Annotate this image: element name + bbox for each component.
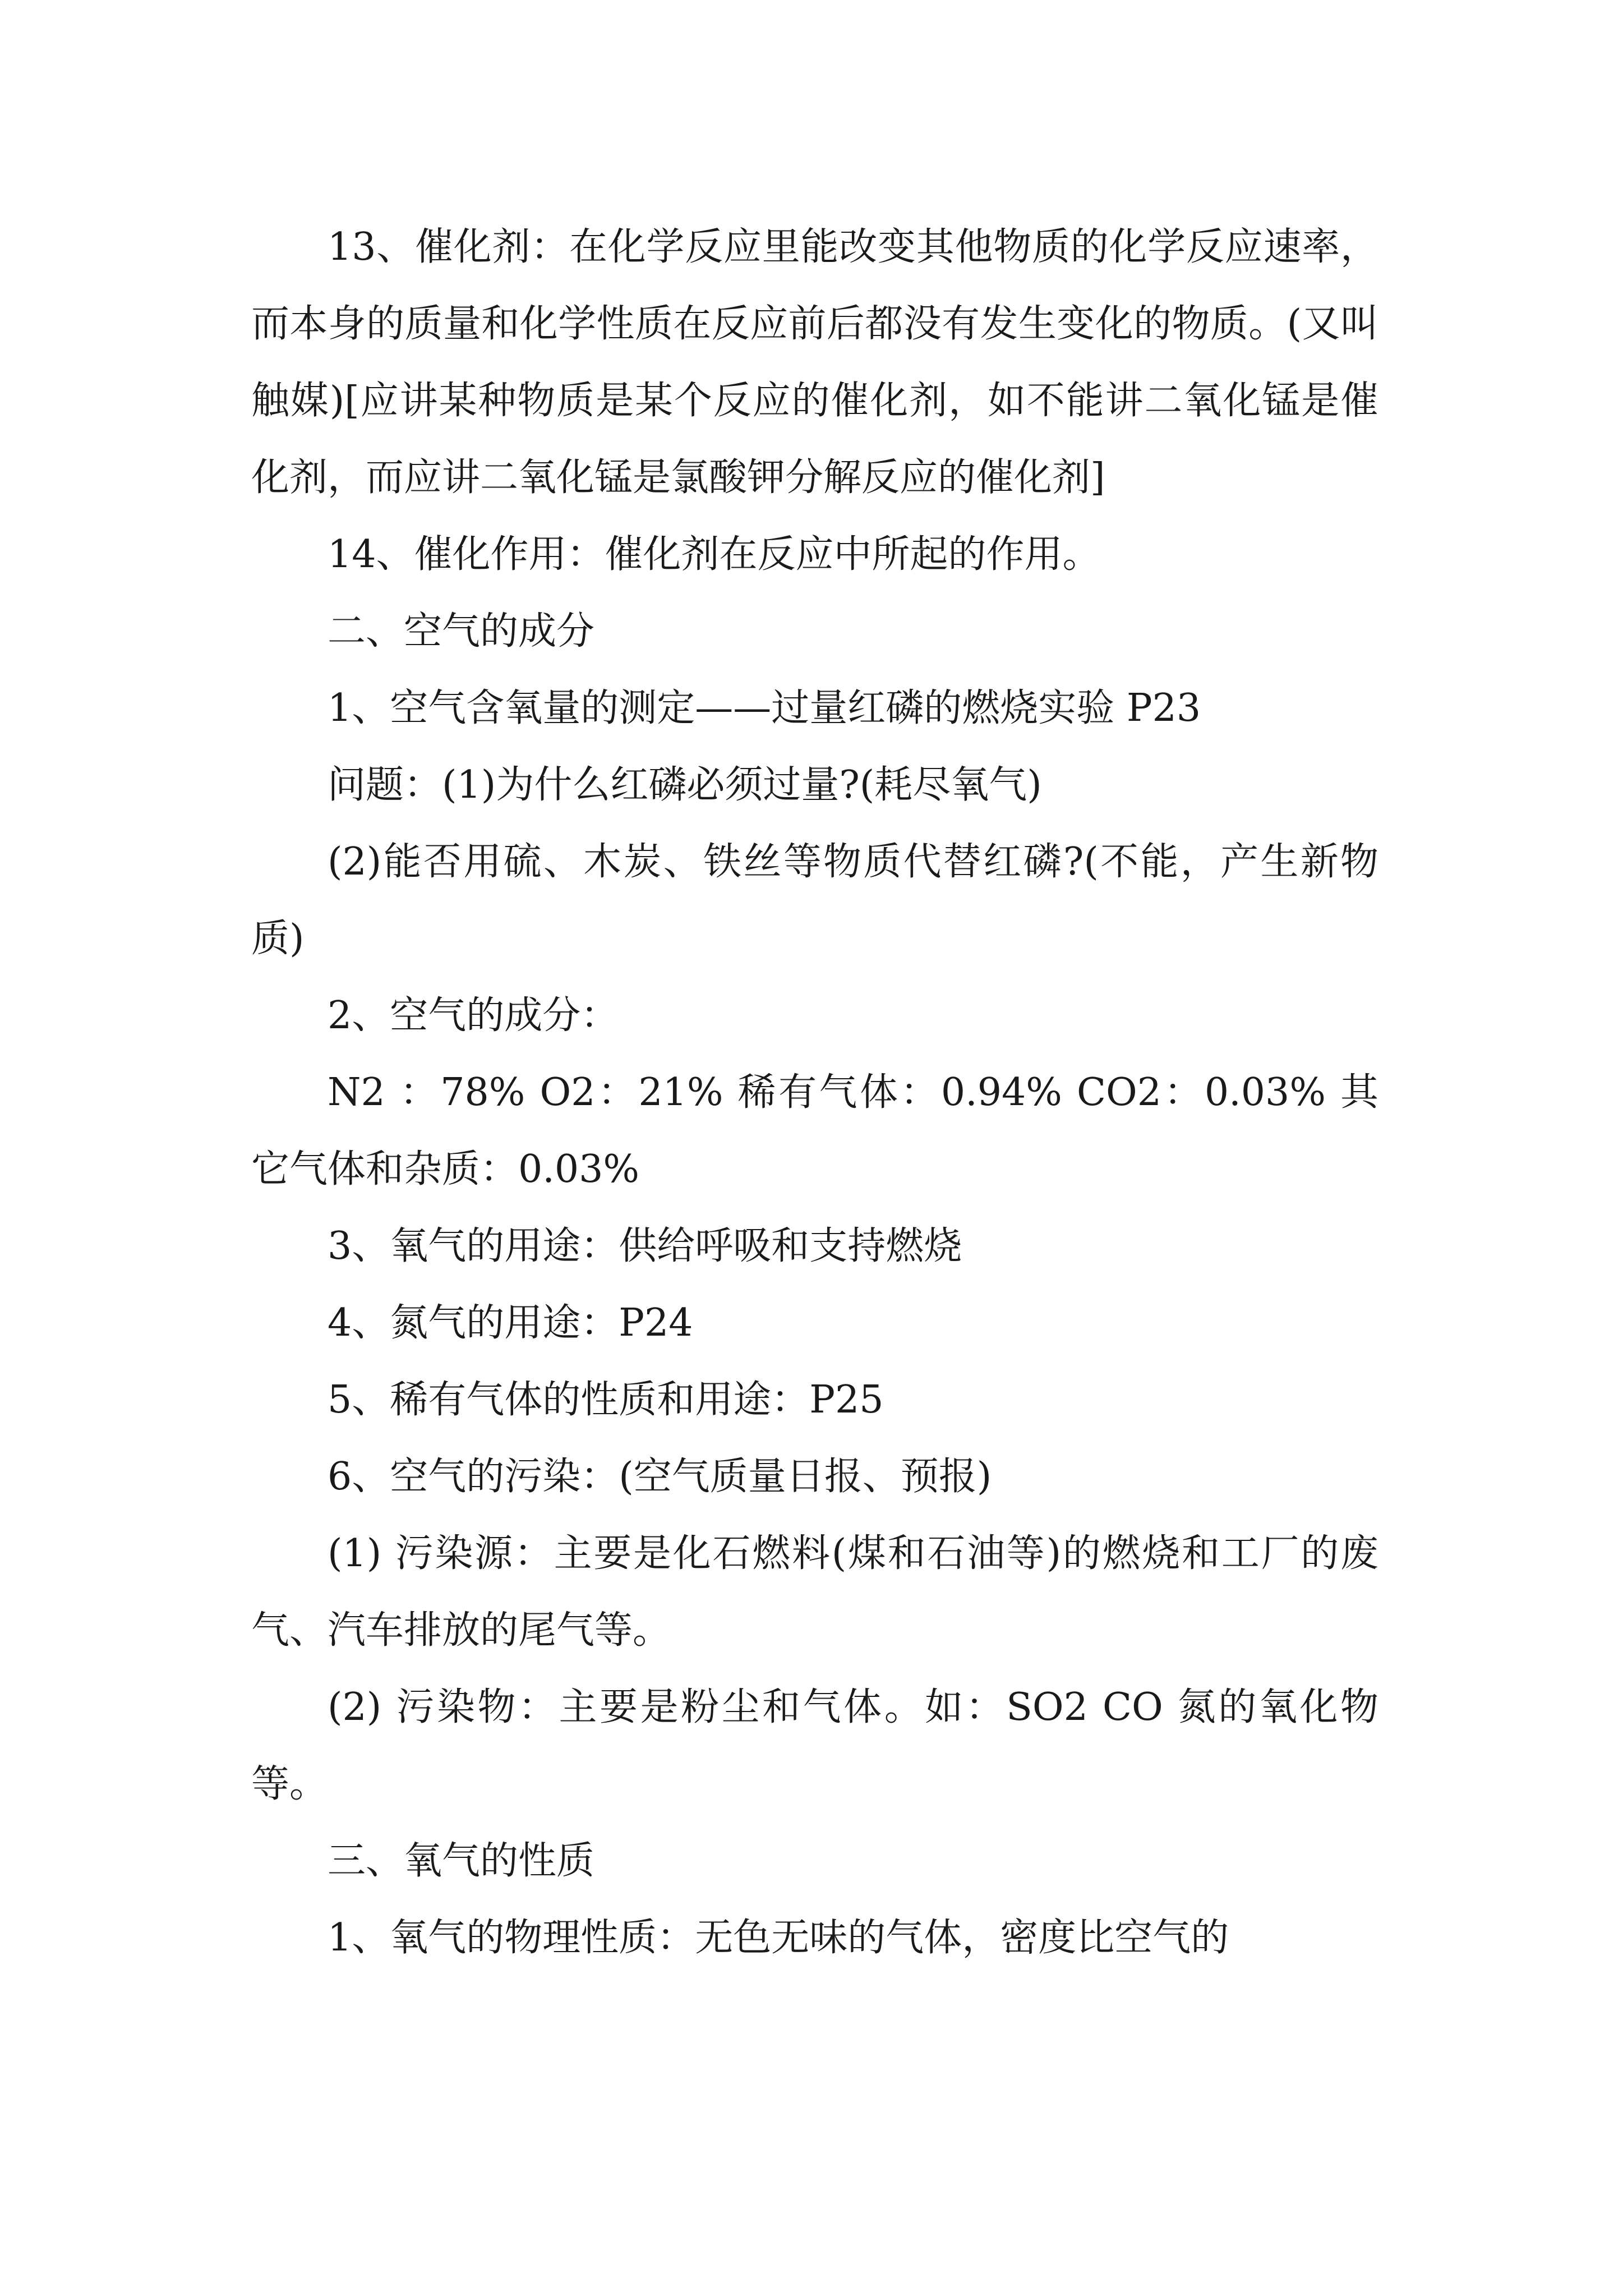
paragraph-air-pollution: 6、空气的污染：(空气质量日报、预报) [328, 1455, 992, 1499]
paragraph-air-components-heading: 2、空气的成分： [328, 993, 619, 1038]
paragraph-oxygen-physical: 1、氧气的物理性质：无色无味的气体，密度比空气的 [328, 1916, 1229, 1960]
paragraph-noble-gases: 5、稀有气体的性质和用途：P25 [328, 1378, 884, 1422]
section-heading-air-composition: 二、空气的成分 [328, 609, 595, 654]
document-body [251, 209, 1378, 1976]
paragraph-catalysis: 14、催化作用：催化剂在反应中所起的作用。 [328, 532, 1101, 577]
paragraph-pollution-sources: (1) 污染源：主要是化石燃料(煤和石油等)的燃烧和工厂的废气、汽车排放的尾气等。 [251, 1531, 1378, 1653]
paragraph-oxygen-uses: 3、氧气的用途：供给呼吸和支持燃烧 [328, 1224, 962, 1268]
paragraph-question-1: 问题：(1)为什么红磷必须过量?(耗尽氧气) [328, 763, 1042, 807]
paragraph-nitrogen-uses: 4、氮气的用途：P24 [328, 1301, 693, 1345]
paragraph-oxygen-measurement: 1、空气含氧量的测定——过量红磷的燃烧实验 P23 [328, 686, 1201, 730]
paragraph-catalyst: 13、催化剂：在化学反应里能改变其他物质的化学反应速率，而本身的质量和化学性质在反应前后都没有发生变化的物质。(又叫触媒)[应讲某种物质是某个反应的催化剂，如不能讲二氧化锰是催化剂，而应讲二氧化锰是氯酸钾分解反应的催化剂] [251, 225, 1378, 500]
paragraph-pollutants: (2) 污染物：主要是粉尘和气体。如：SO2 CO 氮的氧化物等。 [251, 1685, 1378, 1806]
section-heading-oxygen-properties: 三、氧气的性质 [328, 1839, 595, 1883]
paragraph-air-components: N2 ：78% O2：21% 稀有气体：0.94% CO2：0.03% 其它气体和杂质：0.03% [251, 1070, 1378, 1191]
paragraph-question-2: (2)能否用硫、木炭、铁丝等物质代替红磷?(不能，产生新物质) [251, 840, 1378, 961]
